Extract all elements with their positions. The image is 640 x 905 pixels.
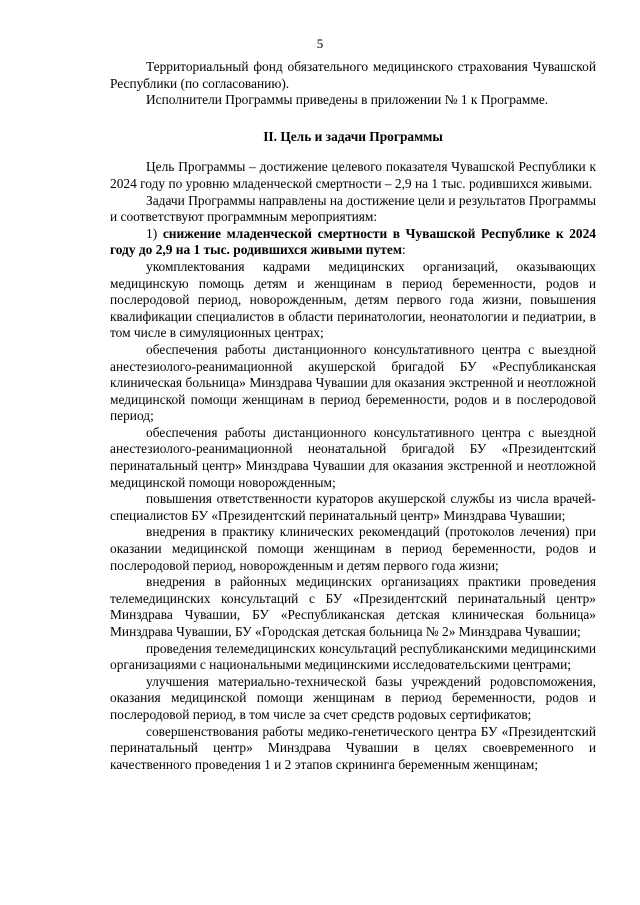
page-number: 5	[316, 36, 324, 51]
measure-item: укомплектования кадрами медицинских организаций, оказывающих медицинскую помощь детям и женщинам в период беременности, родов и послеродовой период, новорожденным, детям первого года жизни, повышения квалификации специалистов в области перинатологии, неонатологии и педиатрии, в том числе в симуляционных центрах;	[110, 258, 596, 341]
measure-item: внедрения в районных медицинских организациях практики проведения телемедицинских консультаций с БУ «Президентский перинатальный центр» Минздрава Чувашии, БУ «Республиканская детская клиническая больница» Минздрава Чувашии, БУ «Городская детская больница № 2» Минздрава Чувашии;	[110, 574, 596, 639]
tasks-intro-paragraph: Задачи Программы направлены на достижение цели и результатов Программы и соответствуют программным мероприятиям:	[110, 192, 596, 225]
measure-item: обеспечения работы дистанционного консультативного центра с выездной анестезиолого-реанимационной акушерской бригадой БУ «Республиканская клиническая больница» Минздрава Чувашии для оказания экстренной и неотложной медицинской помощи женщинам в период беременности, родов и в послеродовой период;	[110, 341, 596, 424]
measure-item: повышения ответственности кураторов акушерской службы из числа врачей-специалистов БУ «Президентский перинатальный центр» Минздрава Чувашии;	[110, 491, 596, 523]
goal-paragraph: Цель Программы – достижение целевого показателя Чувашской Республики к 2024 году по уровню младенческой смертности – 2,9 на 1 тыс. родившихся живыми.	[110, 159, 596, 191]
section-heading: II. Цель и задачи Программы	[263, 128, 443, 144]
task-1-colon: :	[401, 242, 406, 258]
measure-item: улучшения материально-технической базы учреждений родовспоможения, оказания медицинской помощи женщинам в период беременности, родов и послеродовой период, в том числе за счет средств родовых сертификатов;	[110, 673, 596, 722]
intro-paragraph: Исполнители Программы приведены в приложении № 1 к Программе.	[146, 92, 549, 108]
intro-paragraph: Территориальный фонд обязательного медицинского страхования Чувашской Республики (по согласованию).	[110, 59, 596, 91]
task-1-title: снижение младенческой смертности в Чувашской Республике к 2024 году до 2,9 на 1 тыс. родившихся живыми путем	[110, 225, 596, 258]
measure-item: внедрения в практику клинических рекомендаций (протоколов лечения) при оказании медицинской помощи женщинам в период беременности, родов и послеродовой период, новорожденным и детям первого года жизни;	[110, 524, 596, 573]
document-body	[110, 59, 596, 773]
measure-item: совершенствования работы медико-генетического центра БУ «Президентский перинатальный центр» Минздрава Чувашии в целях своевременного и качественного проведения 1 и 2 этапов скрининга беременным женщинам;	[110, 723, 596, 772]
measure-item: проведения телемедицинских консультаций республиканскими медицинскими организациями с национальными медицинскими исследовательскими центрами;	[110, 640, 596, 673]
task-1-number: 1)	[146, 225, 158, 241]
task-1-heading	[110, 226, 596, 259]
measure-item: обеспечения работы дистанционного консультативного центра с выездной анестезиолого-реанимационной неонатальной бригадой БУ «Президентский перинатальный центр» Минздрава Чувашии для оказания экстренной и неотложной медицинской помощи новорожденным;	[110, 424, 596, 490]
